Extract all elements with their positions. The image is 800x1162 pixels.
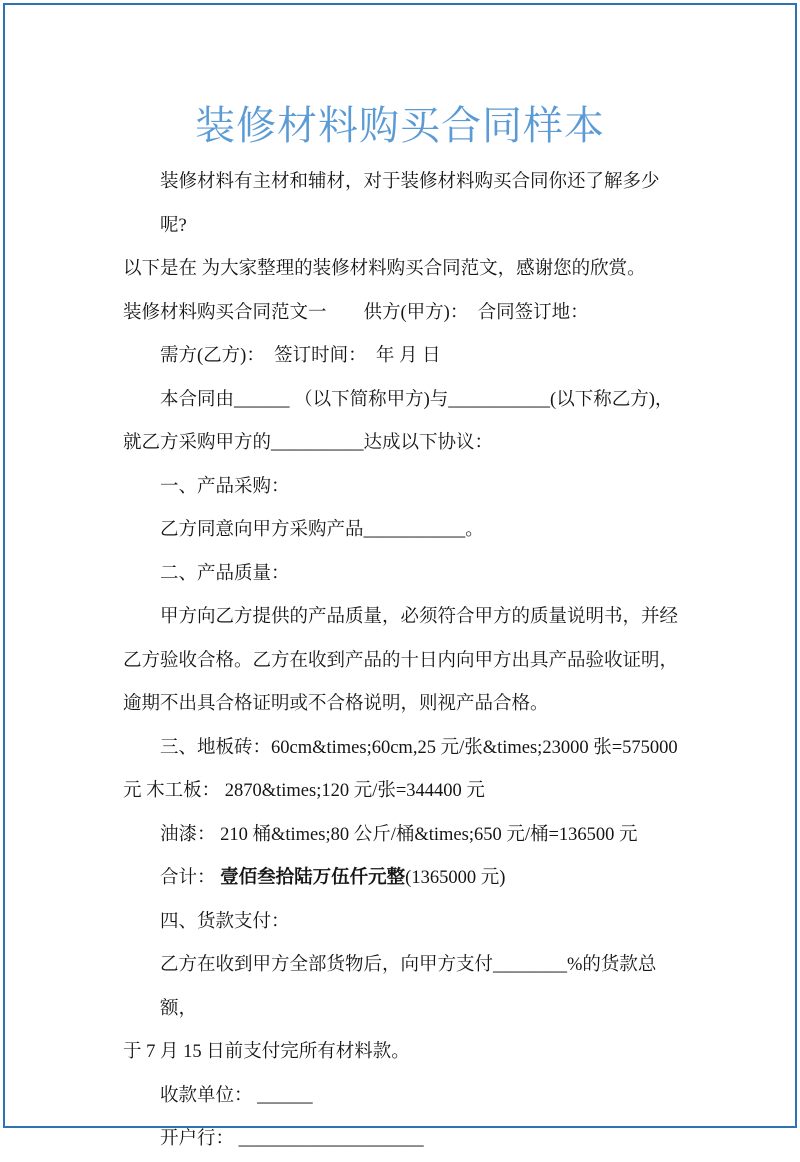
text-line — [123, 335, 683, 379]
text-run: 于 7 月 15 日前支付完所有材料款。 — [123, 1042, 410, 1062]
text-line — [123, 1031, 683, 1075]
text-run: 二、产品质量： — [160, 563, 290, 584]
text-line — [123, 422, 683, 466]
text-run: 本合同由______ （以下简称甲方)与___________(以下称乙方)， — [160, 389, 674, 410]
document-title: 装修材料购买合同样本 — [195, 103, 605, 148]
text-line — [123, 770, 683, 814]
text-line — [123, 944, 683, 1031]
text-run: 装修材料购买合同范文一 供方(甲方)： 合同签订地： — [123, 302, 589, 323]
document-page — [3, 3, 797, 1149]
text-run: 以下是在 为大家整理的装修材料购买合同范文，感谢您的欣赏。 — [123, 259, 646, 279]
text-run: 四、货款支付： — [160, 911, 290, 932]
text-line — [123, 509, 683, 553]
text-run: 一、产品采购： — [160, 476, 290, 497]
text-run: 需方(乙方)： 签订时间： 年 月 日 — [160, 346, 441, 366]
text-line — [123, 1075, 683, 1119]
text-run: 壹佰叁拾陆万伍仟元整 — [220, 868, 406, 888]
text-line — [123, 379, 683, 423]
text-line — [123, 683, 683, 727]
text-run: 乙方同意向甲方采购产品___________。 — [160, 520, 484, 540]
text-line — [123, 161, 683, 248]
text-run: 逾期不出具合格证明或不合格说明，则视产品合格。 — [123, 694, 549, 714]
text-line — [123, 857, 683, 901]
text-line — [123, 727, 683, 771]
text-run: 收款单位： ______ — [160, 1085, 313, 1106]
text-line — [123, 466, 683, 510]
text-line — [123, 901, 683, 945]
text-run: 甲方向乙方提供的产品质量，必须符合甲方的质量说明书，并经 — [160, 607, 679, 627]
text-run: (1365000 元) — [405, 868, 506, 888]
document-body — [5, 161, 795, 1162]
text-run: 三、地板砖：60cm&times;60cm,25 元/张&times;23000 张=575000 — [160, 737, 678, 758]
text-run: 油漆： 210 桶&times;80 公斤/桶&times;650 元/桶=136500 元 — [160, 824, 638, 845]
text-line — [123, 292, 683, 336]
text-line — [123, 248, 683, 292]
text-run: 乙方验收合格。乙方在收到产品的十日内向甲方出具产品验收证明， — [123, 650, 679, 671]
text-run: 就乙方采购甲方的__________达成以下协议： — [123, 433, 494, 453]
text-run: 元 木工板： 2870&times;120 元/张=344400 元 — [123, 781, 485, 801]
text-run: 合计： — [160, 868, 221, 888]
text-run: 乙方在收到甲方全部货物后，向甲方支付________%的货款总额， — [160, 955, 657, 1019]
text-line — [123, 596, 683, 640]
text-run: 开户行： ____________________ — [160, 1129, 424, 1149]
text-line — [123, 640, 683, 684]
text-run: 装修材料有主材和辅材，对于装修材料购买合同你还了解多少呢? — [160, 172, 660, 236]
text-line — [123, 1118, 683, 1162]
text-line — [123, 553, 683, 597]
text-line — [123, 814, 683, 858]
